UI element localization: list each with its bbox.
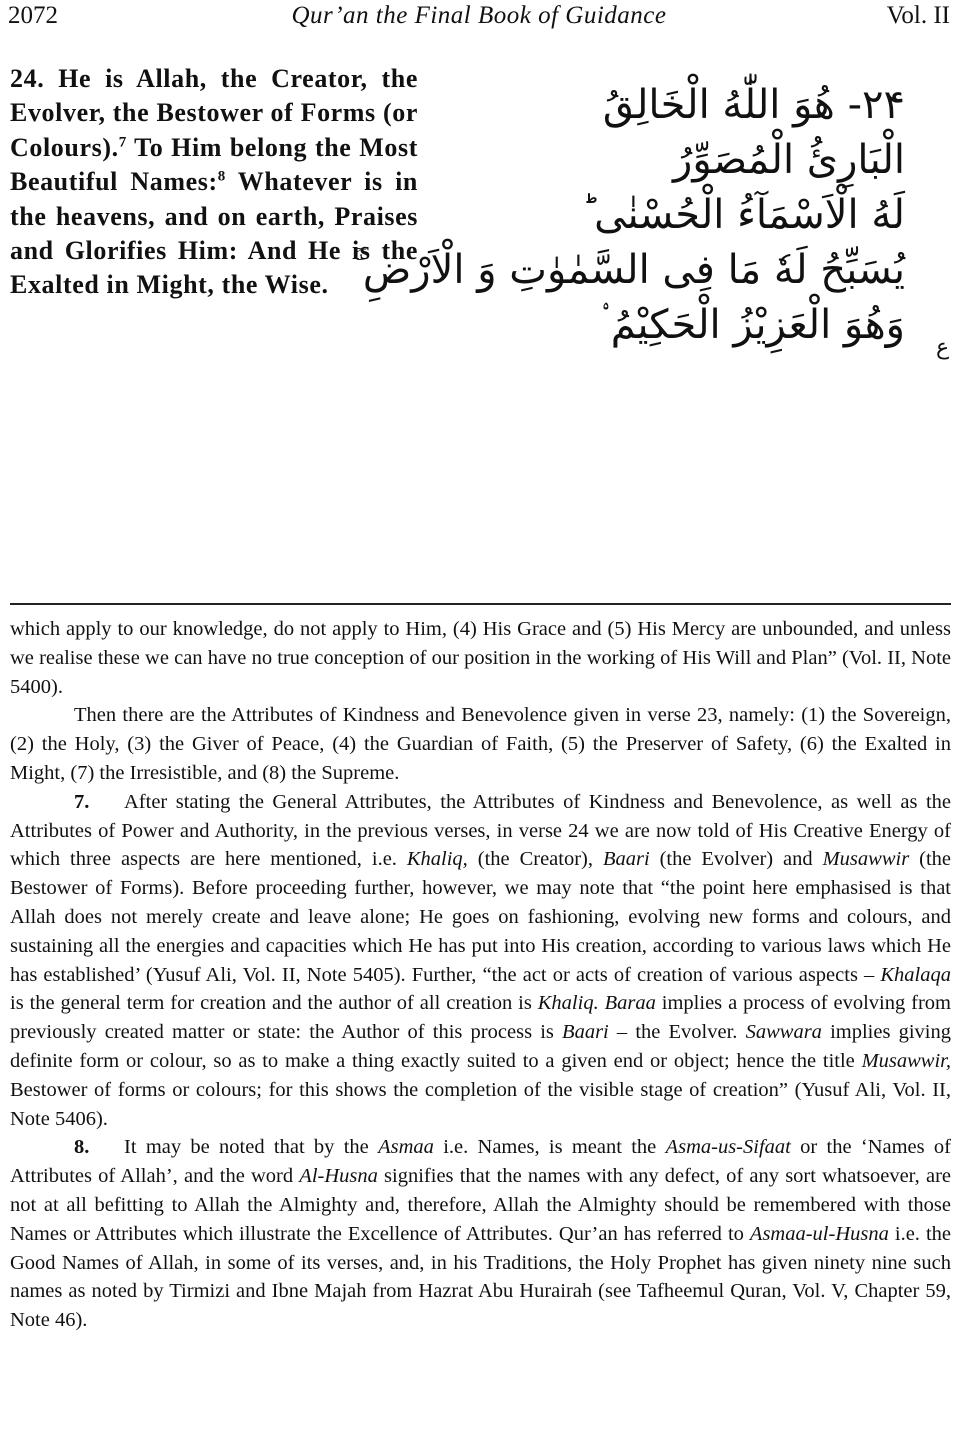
note-text: i.e. the Good Names of Allah, in some of its verses, and, in his Traditions, the Holy Prophet has given ninety nine such names as noted by Tirmizi and Ibne Majah from Hazrat Abu Hurairah (see Tafheemul Quran, Vol. V, Chapter 59, Note 46). [10, 1222, 951, 1332]
italic-term: Musawwir [822, 848, 910, 871]
verse-text-part: Whatever is in the heavens, and on earth, Praises and Glorifies Him: And He is the Exalted in Might, the Wise. [10, 167, 418, 300]
page-number: 2072 [8, 2, 58, 29]
note-text: implies a process of evolving from previously created matter or state: the Author of this process is [10, 992, 951, 1044]
italic-term: Khaliq. [537, 992, 599, 1015]
note-text: implies giving definite form or colour, so as to make a thing exactly suited to a given end or object; hence the title [10, 1021, 951, 1072]
volume-label: Vol. II [886, 2, 950, 29]
note-text: After stating the General Attributes, the Attributes of Kindness and Benevolence, as well as the Attributes of Power and Authority, in the previous verses, in verse 24 we are now told of His Creative Energy of which three aspects are here mentioned, i.e. [10, 790, 951, 871]
footnote-ref-8: 8 [217, 168, 226, 185]
italic-term: Baari [602, 848, 650, 871]
italic-term: Sawwara [745, 1021, 822, 1044]
footnote-divider [10, 603, 951, 605]
note-7 [10, 788, 951, 1134]
italic-term: Baari [562, 1021, 609, 1044]
note-text: (the Creator), [467, 848, 603, 871]
note-text: i.e. Names, is meant the [433, 1136, 666, 1159]
note-8 [10, 1133, 951, 1335]
arabic-line: وَهُوَ الْعَزِیْزُ الْحَكِیْمُ ۟ [600, 302, 905, 348]
book-title: Qur’an the Final Book of Guidance [291, 2, 667, 29]
italic-term: Al-Husna [299, 1165, 378, 1188]
verse-text-part: To Him belong the Most Beautiful Names: [10, 132, 418, 197]
italic-term: Asmaa [378, 1136, 434, 1159]
note-text: or the ‘Names of Attributes of Allah’, and the word [10, 1136, 951, 1188]
note-number: 8. [74, 1136, 90, 1159]
italic-term: Asma-us-Sifaat [665, 1136, 791, 1159]
italic-term: Khaliq, [406, 848, 468, 871]
note-text: is the general term for creation and the author of all creation is [10, 992, 538, 1015]
note-text: (the Bestower of Forms). Before proceeding further, however, we may note that “the point here emphasised is that Allah does not merely create and leave alone; He goes on fashioning, evolving new forms and colours, and sustaining all the energies and capacities which He has put into His creation, according to various laws which He has established’ (Yusuf Ali, Vol. II, Note 5405). Further, “the act or acts of creation of various aspects – [10, 848, 951, 986]
arabic-verse [352, 78, 905, 353]
note-text: (the Evolver) and [649, 848, 823, 871]
arabic-line: الْبَارِئُ الْمُصَوِّرُ [673, 137, 905, 183]
arabic-line: یُسَبِّحُ لَهٗ مَا فِی السَّمٰوٰتِ وَ الْاَرْضِ ۚ [352, 247, 905, 293]
note-number: 7. [74, 790, 90, 813]
note-text: – the Evolver. [608, 1021, 746, 1044]
arabic-line: لَهُ الْاَسْمَآءُ الْحُسْنٰى ؕ [581, 192, 905, 238]
italic-term: Musawwir, [861, 1049, 951, 1072]
note-text: signifies that the names with any defect, of any sort whatsoever, are not at all befitting to Allah the Almighty and, therefore, Allah the Almighty should be remembered with those Names or Attributes which illustrate the Excellence of Attributes. Qur’an has referred to [10, 1165, 951, 1245]
note-continuation: which apply to our knowledge, do not apply to Him, (4) His Grace and (5) His Mercy are unbounded, and unless we realise these we can have no true conception of our position in the working of His Will and Plan” (Vol. II, Note 5400). [10, 618, 951, 698]
note-text: Bestower of forms or colours; for this shows the completion of the visible stage of creation” (Yusuf Ali, Vol. II, Note 5406). [10, 1078, 951, 1130]
italic-term: Khalaqa [880, 963, 951, 986]
footnotes [10, 615, 951, 1335]
arabic-line: ۲۴- هُوَ اللّٰهُ الْخَالِقُ [602, 82, 905, 128]
footnote-ref-7: 7 [118, 134, 127, 151]
note-paragraph: Then there are the Attributes of Kindness and Benevolence given in verse 23, namely: (1) the Sovereign, (2) the Holy, (3) the Giver of Peace, (4) the Guardian of Faith, (5) the Preserver of Safety, (6) the Exalted in Might, (7) the Irresistible, and (8) the Supreme. [10, 704, 951, 784]
italic-term: Baraa [604, 992, 656, 1015]
verse-text-part: 24. He is Allah, the Creator, the Evolver, the Bestower of Forms (or Colours). [10, 64, 418, 162]
italic-term: Asmaa-ul-Husna [749, 1222, 889, 1245]
note-text: It may be noted that by the [124, 1136, 379, 1159]
ruku-margin-mark: ع [936, 335, 950, 360]
running-header [8, 2, 950, 36]
